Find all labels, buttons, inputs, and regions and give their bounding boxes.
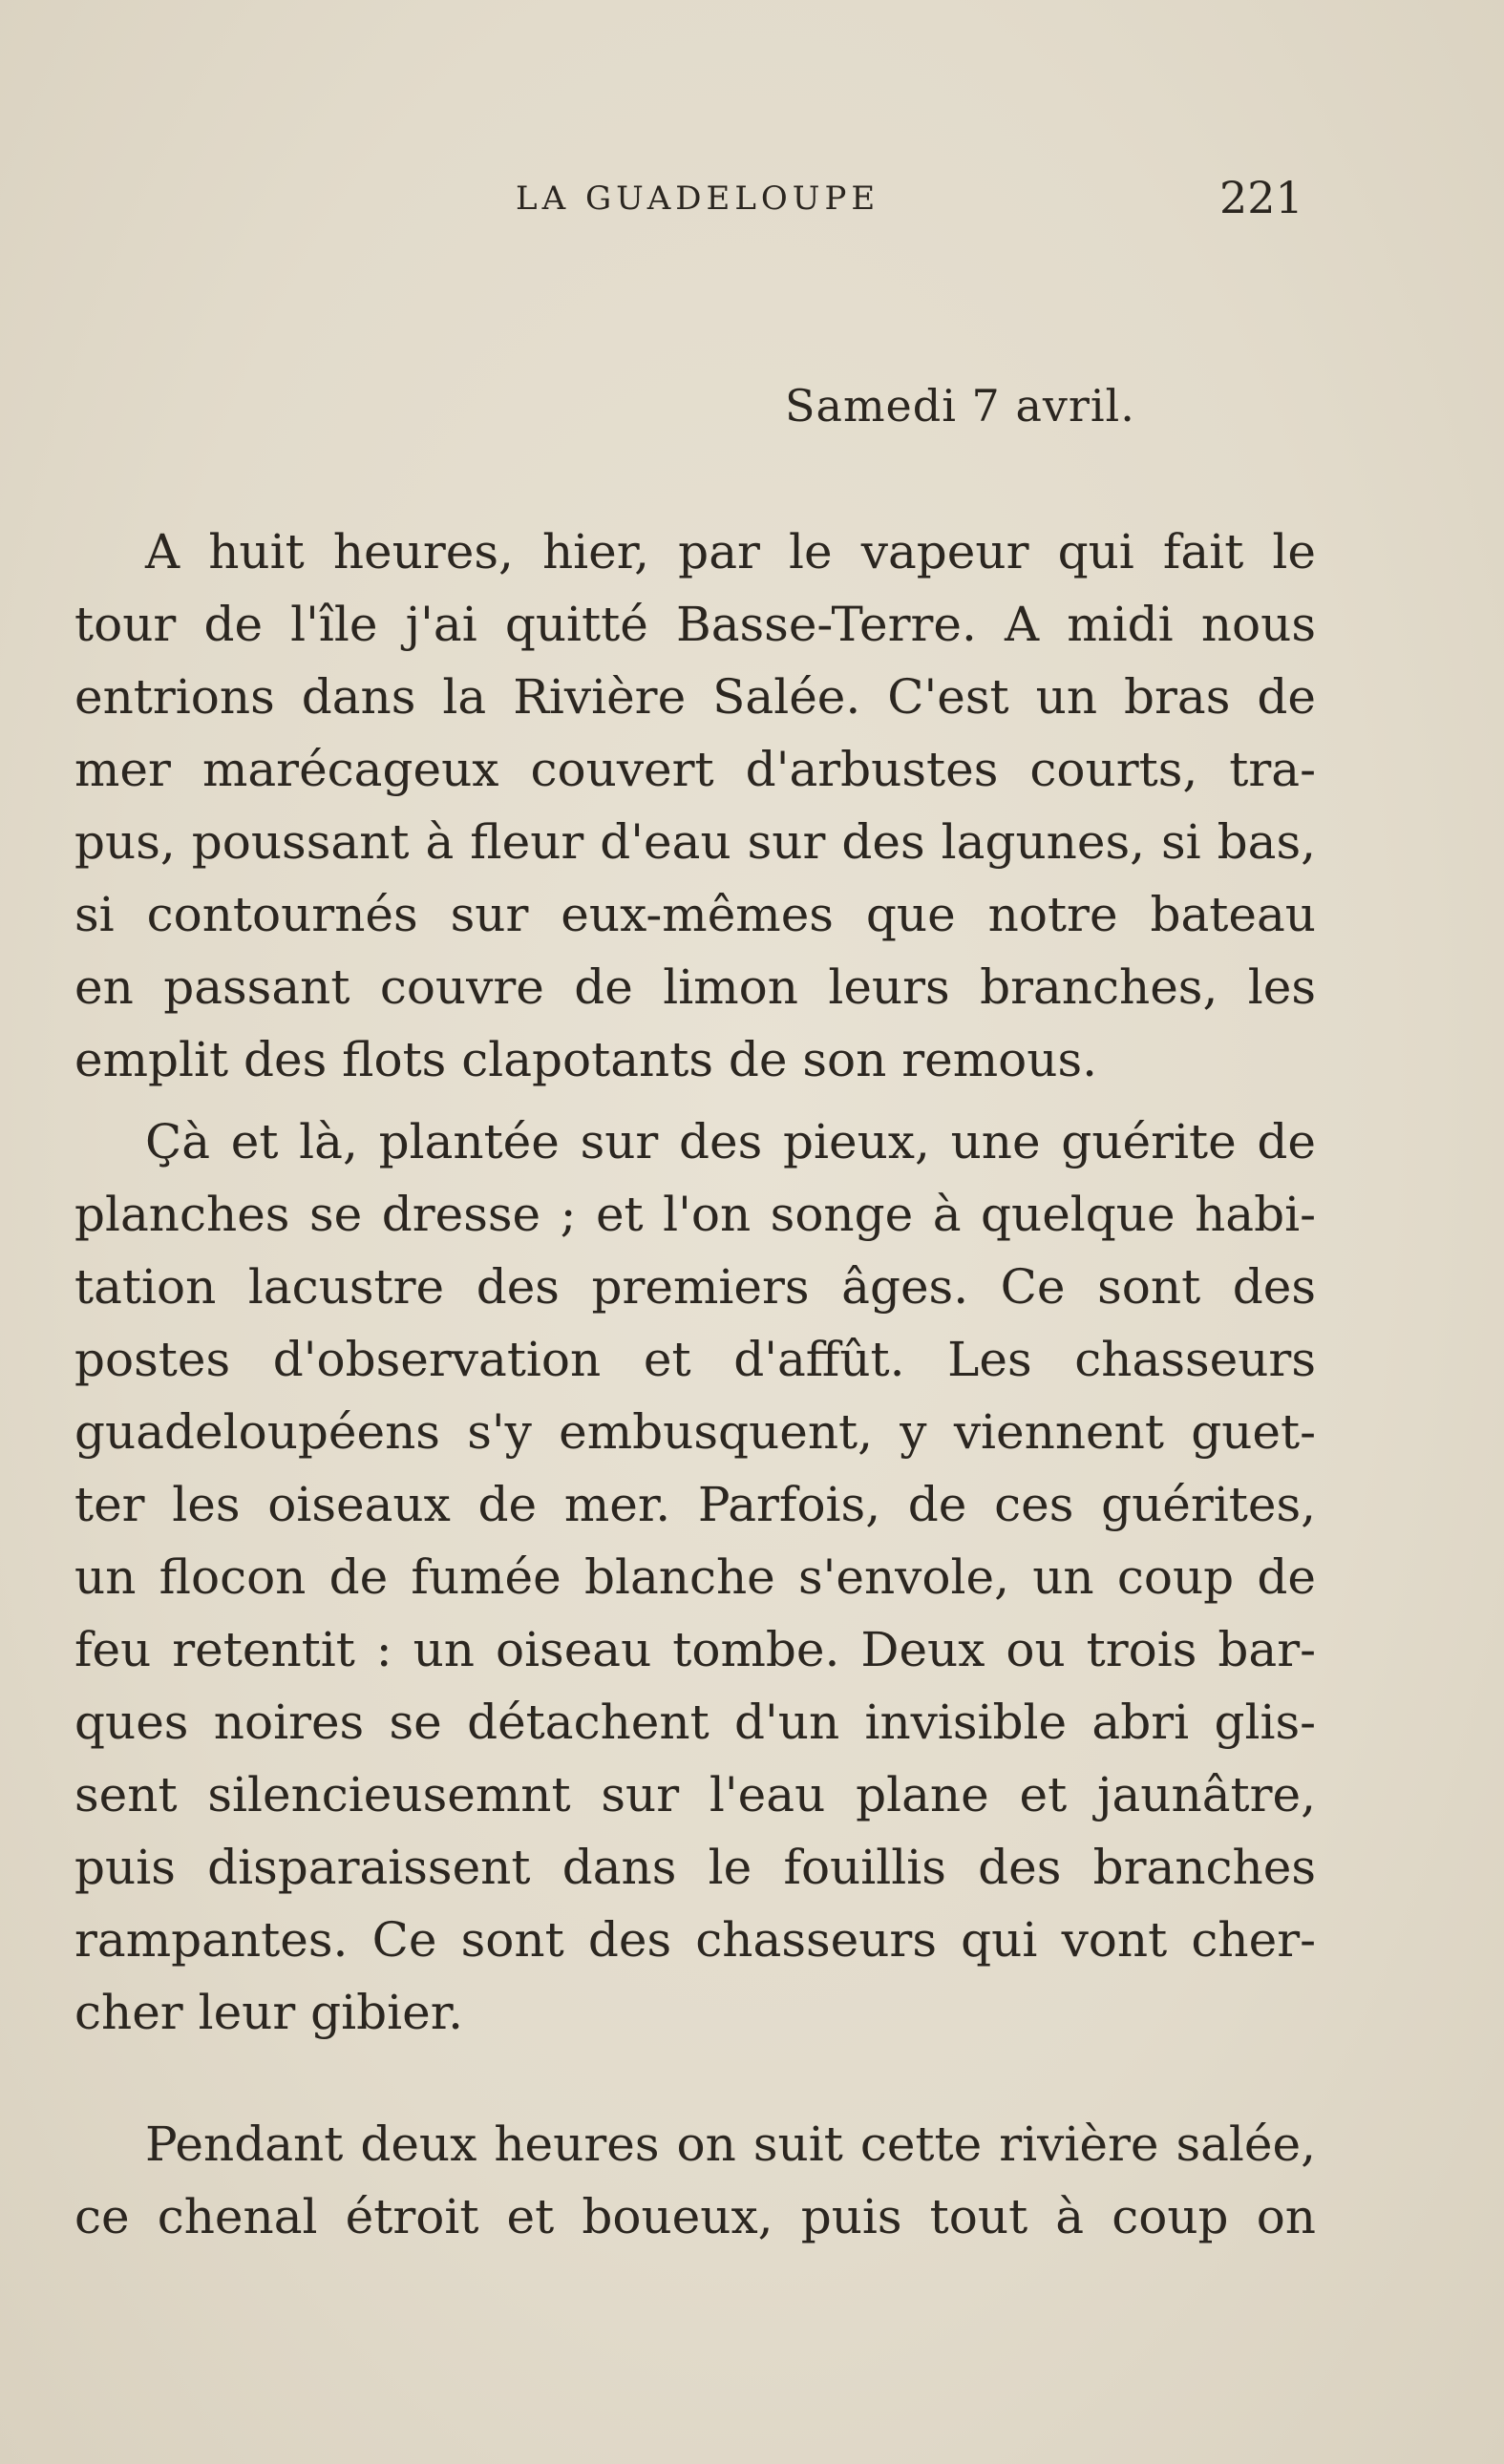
paragraph-2 (74, 1106, 1316, 2049)
text-line: emplit des flots clapotants de son remous. (74, 1032, 1097, 1087)
text-line: tation lacustre des premiers âges. Ce sont des (74, 1259, 1316, 1315)
text-line: entrions dans la Rivière Salée. C'est un bras de (74, 669, 1316, 725)
paragraph-1 (74, 516, 1316, 1096)
text-line: Çà et là, plantée sur des pieux, une guérite de (145, 1114, 1316, 1169)
text-line: feu retentit : un oiseau tombe. Deux ou trois bar- (74, 1622, 1316, 1677)
text-line: ce chenal étroit et boueux, puis tout à coup on (74, 2189, 1316, 2244)
text-line: mer marécageux couvert d'arbustes courts, tra- (74, 742, 1316, 797)
paragraph-3 (74, 2108, 1316, 2253)
page-number: 221 (1219, 172, 1303, 223)
text-line: puis disparaissent dans le fouillis des branches (74, 1840, 1316, 1895)
text-line: postes d'observation et d'affût. Les chasseurs (74, 1332, 1316, 1387)
text-line: A huit heures, hier, par le vapeur qui fait le (145, 524, 1316, 579)
text-line: planches se dresse ; et l'on songe à quelque habi- (74, 1187, 1316, 1242)
text-line: rampantes. Ce sont des chasseurs qui vont cher- (74, 1912, 1316, 1968)
text-line: si contournés sur eux-mêmes que notre bateau (74, 887, 1316, 942)
running-head (0, 172, 1504, 229)
text-line: ques noires se détachent d'un invisible abri glis- (74, 1695, 1316, 1750)
text-line: sent silencieusemnt sur l'eau plane et jaunâtre, (74, 1767, 1316, 1822)
text-line: en passant couvre de limon leurs branches, les (74, 959, 1316, 1015)
text-line: Pendant deux heures on suit cette rivière salée, (145, 2117, 1316, 2172)
text-line: tour de l'île j'ai quitté Basse-Terre. A midi nous (74, 597, 1316, 652)
text-line: pus, poussant à fleur d'eau sur des lagunes, si bas, (74, 814, 1316, 870)
dateline: Samedi 7 avril. (785, 380, 1135, 432)
text-line: ter les oiseaux de mer. Parfois, de ces guérites, (74, 1477, 1316, 1532)
running-title: LA GUADELOUPE (516, 179, 880, 218)
text-line: guadeloupéens s'y embusquent, y viennent guet- (74, 1404, 1316, 1460)
text-line: un flocon de fumée blanche s'envole, un coup de (74, 1549, 1316, 1605)
text-line: cher leur gibier. (74, 1985, 464, 2040)
